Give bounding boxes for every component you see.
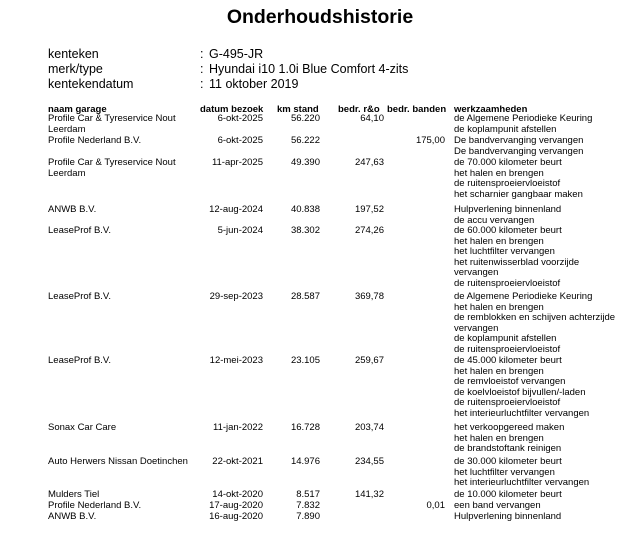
record-garage [48, 158, 176, 179]
record-garage [48, 490, 99, 501]
record-km: 38.302 [290, 225, 320, 236]
record-work-line: De bandvervanging vervangen [454, 135, 584, 146]
column-header-work: werkzaamheden [454, 104, 528, 115]
record-km: 7.890 [296, 511, 320, 522]
vehicle-info-value: 11 oktober 2019 [209, 77, 299, 91]
column-header-tyres: bedr. banden [387, 104, 447, 115]
record-garage-line: ANWB B.V. [48, 204, 97, 215]
record-date: 17-aug-2020 [209, 500, 263, 511]
record-date: 11-jan-2022 [212, 422, 263, 433]
record-work-line: de 10.000 kilometer beurt [454, 489, 562, 500]
record-work-line: de ruitensproeiervloeistof [454, 277, 561, 289]
record-work-line: de koplampunit afstellen [454, 123, 557, 135]
record-km: 16.728 [290, 422, 320, 433]
record-garage-line: Leerdam [48, 167, 86, 179]
record-work-line: de 45.000 kilometer beurt [454, 355, 562, 366]
record-garage [48, 457, 188, 468]
record-work [454, 292, 615, 356]
record-garage-line: Profile Car & Tyreservice Nout [48, 157, 176, 168]
record-date: 11-apr-2025 [211, 157, 263, 168]
record-km: 28.587 [290, 291, 320, 302]
record-garage [48, 356, 111, 367]
record-date: 6-okt-2025 [217, 113, 263, 124]
record-work-line: de koelvloeistof bijvullen/-laden [454, 386, 586, 398]
record-date: 6-okt-2025 [217, 135, 263, 146]
record-garage-line: Mulders Tiel [48, 489, 100, 500]
vehicle-info-label: kenteken [48, 47, 99, 61]
record-garage-line: Profile Nederland B.V. [48, 135, 142, 146]
record-work-line: de remblokken en schijven achterzijde [454, 312, 616, 324]
record-garage-line: Leerdam [48, 123, 86, 135]
record-garage-line: LeaseProf B.V. [48, 355, 112, 366]
column-header-km: km stand [277, 104, 319, 115]
record-date: 22-okt-2021 [212, 456, 263, 467]
record-work-line: de 30.000 kilometer beurt [454, 456, 562, 467]
record-work-line: de ruitensproeiervloeistof [454, 397, 561, 409]
record-km: 14.976 [290, 456, 320, 467]
record-garage [48, 501, 141, 512]
record-work [454, 490, 562, 501]
document-title: Onderhoudshistorie [226, 6, 414, 28]
record-work-line: de Algemene Periodieke Keuring [454, 291, 593, 302]
record-work-line: het luchtfilter vervangen [454, 466, 555, 478]
record-tyres-amount: 0,01 [426, 500, 445, 511]
record-garage-line: Profile Car & Tyreservice Nout [48, 113, 176, 124]
record-work-line: het halen en brengen [454, 235, 544, 247]
record-garage [48, 136, 141, 147]
record-km: 23.105 [290, 355, 320, 366]
record-garage [48, 512, 96, 523]
vehicle-info-value: Hyundai i10 1.0i Blue Comfort 4-zits [209, 62, 409, 76]
record-ro-amount: 203,74 [354, 422, 384, 433]
record-km: 56.222 [290, 135, 320, 146]
record-work [454, 226, 579, 290]
record-work-line: het interieurluchtfilter vervangen [454, 477, 590, 489]
record-work [454, 457, 589, 489]
record-date: 12-aug-2024 [209, 204, 263, 215]
record-ro-amount: 274,26 [354, 225, 384, 236]
record-garage [48, 423, 116, 434]
record-work-line: Hulpverlening binnenland [454, 511, 562, 522]
record-garage-line: Sonax Car Care [48, 422, 117, 433]
record-km: 8.517 [296, 489, 320, 500]
column-header-garage: naam garage [48, 104, 107, 115]
record-garage [48, 226, 111, 237]
record-work-line: de Algemene Periodieke Keuring [454, 113, 593, 124]
vehicle-info-separator: : [200, 62, 204, 76]
record-work-line: het ruitenwisserblad voorzijde [454, 256, 580, 268]
column-header-date: datum bezoek [200, 104, 264, 115]
record-work-line: het luchtfilter vervangen [454, 246, 555, 258]
record-work [454, 501, 541, 512]
record-work-line: een band vervangen [454, 500, 541, 511]
record-ro-amount: 259,67 [354, 355, 384, 366]
record-work [454, 136, 583, 157]
record-date: 16-aug-2020 [209, 511, 263, 522]
record-garage-line: Auto Herwers Nissan Doetinchen [48, 456, 188, 467]
record-km: 49.390 [290, 157, 320, 168]
record-work-line: het verkoopgereed maken [454, 422, 565, 433]
vehicle-info-label: merk/type [48, 62, 103, 76]
record-garage [48, 205, 96, 216]
record-ro-amount: 234,55 [354, 456, 384, 467]
record-work-line: het halen en brengen [454, 432, 544, 444]
record-work-line: het halen en brengen [454, 365, 544, 377]
column-header-ro: bedr. r&o [338, 104, 380, 115]
record-work-line: de ruitensproeiervloeistof [454, 178, 561, 190]
record-km: 56.220 [290, 113, 320, 124]
record-work-line: het interieurluchtfilter vervangen [454, 407, 590, 419]
record-garage [48, 292, 111, 303]
record-work-line: de accu vervangen [454, 214, 535, 226]
record-date: 5-jun-2024 [217, 225, 263, 236]
record-garage [48, 114, 176, 135]
record-work-line: Hulpverlening binnenland [454, 204, 562, 215]
record-garage-line: ANWB B.V. [48, 511, 97, 522]
record-work [454, 512, 561, 523]
record-work-line: de koplampunit afstellen [454, 333, 557, 345]
record-work [454, 205, 561, 226]
record-ro-amount: 141,32 [354, 489, 384, 500]
vehicle-info-label: kentekendatum [48, 77, 134, 91]
record-work-line: De bandvervanging vervangen [454, 145, 584, 157]
record-work-line: de 70.000 kilometer beurt [454, 157, 562, 168]
vehicle-info-separator: : [200, 77, 204, 91]
record-ro-amount: 197,52 [354, 204, 384, 215]
record-ro-amount: 369,78 [354, 291, 384, 302]
record-tyres-amount: 175,00 [415, 135, 445, 146]
record-date: 12-mei-2023 [209, 355, 263, 366]
vehicle-info-separator: : [200, 47, 204, 61]
record-garage-line: LeaseProf B.V. [48, 225, 112, 236]
record-work [454, 114, 592, 135]
record-date: 29-sep-2023 [209, 291, 263, 302]
record-work [454, 158, 583, 200]
record-ro-amount: 247,63 [354, 157, 384, 168]
record-km: 40.838 [290, 204, 320, 215]
record-work-line: de remvloeistof vervangen [454, 376, 566, 388]
record-work-line: vervangen [454, 322, 499, 334]
record-work-line: de brandstoftank reinigen [454, 443, 562, 455]
record-work-line: de ruitensproeiervloeistof [454, 343, 561, 355]
record-date: 14-okt-2020 [212, 489, 263, 500]
record-garage-line: LeaseProf B.V. [48, 291, 112, 302]
record-work-line: het halen en brengen [454, 301, 544, 313]
record-work-line: het halen en brengen [454, 167, 544, 179]
vehicle-info-value: G-495-JR [209, 47, 264, 61]
record-ro-amount: 64,10 [360, 113, 384, 124]
record-work [454, 423, 564, 455]
record-km: 7.832 [296, 500, 320, 511]
record-work-line: het scharnier gangbaar maken [454, 188, 583, 200]
record-work-line: vervangen [454, 267, 499, 279]
record-garage-line: Profile Nederland B.V. [48, 500, 142, 511]
record-work [454, 356, 589, 420]
record-work-line: de 60.000 kilometer beurt [454, 225, 562, 236]
